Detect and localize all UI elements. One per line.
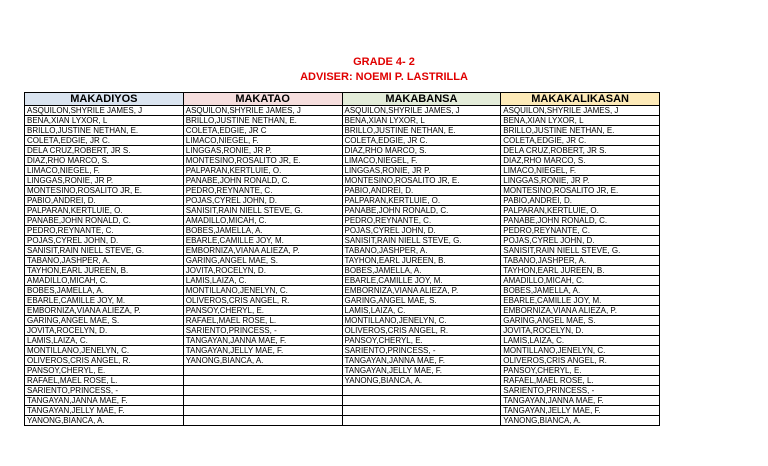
makadiyos-student-cell: TAYHON,EARL JUREEN, B. — [25, 266, 184, 276]
makadiyos-student-cell: SANISIT,RAIN NIELL STEVE, G. — [25, 246, 184, 256]
makakalikasan-student-cell: LINGGAS,RONIE, JR P. — [501, 176, 660, 186]
makakalikasan-student-cell: BOBES,JAMELLA, A. — [501, 286, 660, 296]
table-row — [25, 346, 660, 356]
makakalikasan-student-cell: TABANO,JASHPER, A. — [501, 256, 660, 266]
makatao-student-cell: RAFAEL,MAEL ROSE, L. — [183, 316, 342, 326]
makatao-student-cell: OLIVEROS,CRIS ANGEL, R. — [183, 296, 342, 306]
makadiyos-student-cell: AMADILLO,MICAH, C. — [25, 276, 184, 286]
makadiyos-student-cell: PEDRO,REYNANTE, C. — [25, 226, 184, 236]
makakalikasan-student-cell: LIMACO,NIEGEL, F. — [501, 166, 660, 176]
table-row — [25, 126, 660, 136]
makakalikasan-student-cell: LAMIS,LAIZA, C. — [501, 336, 660, 346]
table-row — [25, 266, 660, 276]
makabansa-student-cell: POJAS,CYREL JOHN, D. — [342, 226, 501, 236]
grade-title: GRADE 4- 2 — [353, 56, 415, 68]
table-row — [25, 276, 660, 286]
table-row — [25, 156, 660, 166]
makabansa-student-cell — [342, 386, 501, 396]
column-header-makabansa: MAKABANSA — [342, 93, 501, 106]
makadiyos-student-cell: ASQUILON,SHYRILE JAMES, J — [25, 106, 184, 116]
makatao-student-cell — [183, 416, 342, 426]
table-row — [25, 206, 660, 216]
makabansa-student-cell: EMBORNIZA,VIANA ALIEZA, P. — [342, 286, 501, 296]
makadiyos-student-cell: PANSOY,CHERYL, E. — [25, 366, 184, 376]
roster-body — [25, 106, 660, 426]
makabansa-student-cell: TANGAYAN,JELLY MAE, F. — [342, 366, 501, 376]
makabansa-student-cell: MONTESINO,ROSALITO JR, E. — [342, 176, 501, 186]
makakalikasan-student-cell: EMBORNIZA,VIANA ALIEZA, P. — [501, 306, 660, 316]
makakalikasan-student-cell: SANISIT,RAIN NIELL STEVE, G. — [501, 246, 660, 256]
makadiyos-student-cell: SARIENTO,PRINCESS, - — [25, 386, 184, 396]
table-row — [25, 366, 660, 376]
makadiyos-student-cell: POJAS,CYREL JOHN, D. — [25, 236, 184, 246]
makatao-student-cell: BOBES,JAMELLA, A. — [183, 226, 342, 236]
makakalikasan-student-cell: EBARLE,CAMILLE JOY, M. — [501, 296, 660, 306]
makabansa-student-cell: LIMACO,NIEGEL, F. — [342, 156, 501, 166]
makakalikasan-student-cell: OLIVEROS,CRIS ANGEL, R. — [501, 356, 660, 366]
table-row — [25, 396, 660, 406]
makakalikasan-student-cell: MONTILLANO,JENELYN, C. — [501, 346, 660, 356]
makatao-student-cell: EBARLE,CAMILLE JOY, M. — [183, 236, 342, 246]
makadiyos-student-cell: LINGGAS,RONIE, JR P. — [25, 176, 184, 186]
table-row — [25, 106, 660, 116]
makatao-student-cell: TANGAYAN,JANNA MAE, F. — [183, 336, 342, 346]
makadiyos-student-cell: YANONG,BIANCA, A. — [25, 416, 184, 426]
makakalikasan-student-cell: RAFAEL,MAEL ROSE, L. — [501, 376, 660, 386]
makatao-student-cell: SARIENTO,PRINCESS, - — [183, 326, 342, 336]
makakalikasan-student-cell: JOVITA,ROCELYN, D. — [501, 326, 660, 336]
makatao-student-cell: BRILLO,JUSTINE NETHAN, E. — [183, 116, 342, 126]
makatao-student-cell: COLETA,EDGIE, JR C — [183, 126, 342, 136]
makadiyos-student-cell: JOVITA,ROCELYN, D. — [25, 326, 184, 336]
makakalikasan-student-cell: BRILLO,JUSTINE NETHAN, E. — [501, 126, 660, 136]
makabansa-student-cell: LAMIS,LAIZA, C. — [342, 306, 501, 316]
makakalikasan-student-cell: PANABE,JOHN RONALD, C. — [501, 216, 660, 226]
table-row — [25, 286, 660, 296]
makakalikasan-student-cell: AMADILLO,MICAH, C. — [501, 276, 660, 286]
makadiyos-student-cell: PALPARAN,KERTLUIE, O. — [25, 206, 184, 216]
makabansa-student-cell: TANGAYAN,JANNA MAE, F. — [342, 356, 501, 366]
makabansa-student-cell: COLETA,EDGIE, JR C. — [342, 136, 501, 146]
table-row — [25, 246, 660, 256]
makakalikasan-student-cell: COLETA,EDGIE, JR C. — [501, 136, 660, 146]
makadiyos-student-cell: LIMACO,NIEGEL, F. — [25, 166, 184, 176]
makabansa-student-cell: PANSOY,CHERYL, E. — [342, 336, 501, 346]
makakalikasan-student-cell: PALPARAN,KERTLUIE, O. — [501, 206, 660, 216]
makabansa-student-cell: LINGGAS,RONIE, JR P. — [342, 166, 501, 176]
makatao-student-cell — [183, 396, 342, 406]
makabansa-student-cell: MONTILLANO,JENELYN, C. — [342, 316, 501, 326]
makatao-student-cell: PANABE,JOHN RONALD, C. — [183, 176, 342, 186]
makadiyos-student-cell: COLETA,EDGIE, JR C. — [25, 136, 184, 146]
table-row — [25, 116, 660, 126]
makadiyos-student-cell: MONTILLANO,JENELYN, C. — [25, 346, 184, 356]
makabansa-student-cell: DIAZ,RHO MARCO, S. — [342, 146, 501, 156]
makabansa-student-cell: EBARLE,CAMILLE JOY, M. — [342, 276, 501, 286]
table-row — [25, 406, 660, 416]
table-row — [25, 336, 660, 346]
table-row — [25, 416, 660, 426]
makatao-student-cell — [183, 386, 342, 396]
makatao-student-cell — [183, 366, 342, 376]
table-row — [25, 196, 660, 206]
makatao-student-cell — [183, 406, 342, 416]
makakalikasan-student-cell: PABIO,ANDREI, D. — [501, 196, 660, 206]
makatao-student-cell: PEDRO,REYNANTE, C. — [183, 186, 342, 196]
makabansa-student-cell — [342, 416, 501, 426]
makakalikasan-student-cell: ASQUILON,SHYRILE JAMES, J — [501, 106, 660, 116]
makatao-student-cell: PALPARAN,KERTLUIE, O. — [183, 166, 342, 176]
table-row — [25, 226, 660, 236]
makabansa-student-cell — [342, 406, 501, 416]
makadiyos-student-cell: PABIO,ANDREI, D. — [25, 196, 184, 206]
table-row — [25, 326, 660, 336]
makabansa-student-cell — [342, 396, 501, 406]
makakalikasan-student-cell: DELA CRUZ,ROBERT, JR S. — [501, 146, 660, 156]
makatao-student-cell: ASQUILON,SHYRILE JAMES, J — [183, 106, 342, 116]
makadiyos-student-cell: DELA CRUZ,ROBERT, JR S. — [25, 146, 184, 156]
makadiyos-student-cell: EMBORNIZA,VIANA ALIEZA, P. — [25, 306, 184, 316]
makabansa-student-cell: OLIVEROS,CRIS ANGEL, R. — [342, 326, 501, 336]
makabansa-student-cell: PEDRO,REYNANTE, C. — [342, 216, 501, 226]
makadiyos-student-cell: BRILLO,JUSTINE NETHAN, E. — [25, 126, 184, 136]
makabansa-student-cell: SANISIT,RAIN NIELL STEVE, G. — [342, 236, 501, 246]
makabansa-student-cell: ASQUILON,SHYRILE JAMES, J — [342, 106, 501, 116]
column-header-makatao: MAKATAO — [183, 93, 342, 106]
makabansa-student-cell: BRILLO,JUSTINE NETHAN, E. — [342, 126, 501, 136]
makatao-student-cell: EMBORNIZA,VIANA ALIEZA, P. — [183, 246, 342, 256]
makatao-student-cell — [183, 376, 342, 386]
makabansa-student-cell: PABIO,ANDREI, D. — [342, 186, 501, 196]
column-header-makadiyos: MAKADIYOS — [25, 93, 184, 106]
makatao-student-cell: SANISIT,RAIN NIELL STEVE, G. — [183, 206, 342, 216]
makatao-student-cell: LIMACO,NIEGEL, F. — [183, 136, 342, 146]
table-row — [25, 136, 660, 146]
table-row — [25, 386, 660, 396]
table-row — [25, 176, 660, 186]
makatao-student-cell: YANONG,BIANCA, A. — [183, 356, 342, 366]
table-row — [25, 186, 660, 196]
makadiyos-student-cell: TABANO,JASHPER, A. — [25, 256, 184, 266]
makadiyos-student-cell: BOBES,JAMELLA, A. — [25, 286, 184, 296]
makadiyos-student-cell: DIAZ,RHO MARCO, S. — [25, 156, 184, 166]
roster-table — [24, 92, 660, 426]
adviser-title: ADVISER: NOEMI P. LASTRILLA — [300, 71, 468, 83]
makatao-student-cell: PANSOY,CHERYL, E. — [183, 306, 342, 316]
makakalikasan-student-cell: DIAZ,RHO MARCO, S. — [501, 156, 660, 166]
table-row — [25, 166, 660, 176]
table-row — [25, 216, 660, 226]
table-row — [25, 146, 660, 156]
makadiyos-student-cell: MONTESINO,ROSALITO JR, E. — [25, 186, 184, 196]
makatao-student-cell: JOVITA,ROCELYN, D. — [183, 266, 342, 276]
makabansa-student-cell: YANONG,BIANCA, A. — [342, 376, 501, 386]
makatao-student-cell: MONTILLANO,JENELYN, C. — [183, 286, 342, 296]
makabansa-student-cell: SARIENTO,PRINCESS, - — [342, 346, 501, 356]
makabansa-student-cell: BENA,XIAN LYXOR, L — [342, 116, 501, 126]
makakalikasan-student-cell: POJAS,CYREL JOHN, D. — [501, 236, 660, 246]
makakalikasan-student-cell: YANONG,BIANCA, A. — [501, 416, 660, 426]
table-row — [25, 376, 660, 386]
makakalikasan-student-cell: PEDRO,REYNANTE, C. — [501, 226, 660, 236]
makabansa-student-cell: TABANO,JASHPER, A. — [342, 246, 501, 256]
makabansa-student-cell: PANABE,JOHN RONALD, C. — [342, 206, 501, 216]
makadiyos-student-cell: TANGAYAN,JANNA MAE, F. — [25, 396, 184, 406]
makabansa-student-cell: GARING,ANGEL MAE, S. — [342, 296, 501, 306]
makabansa-student-cell: PALPARAN,KERTLUIE, O. — [342, 196, 501, 206]
makadiyos-student-cell: LAMIS,LAIZA, C. — [25, 336, 184, 346]
makatao-student-cell: AMADILLO,MICAH, C. — [183, 216, 342, 226]
column-header-makakalikasan: MAKAKALIKASAN — [501, 93, 660, 106]
table-row — [25, 306, 660, 316]
makatao-student-cell: MONTESINO,ROSALITO JR, E. — [183, 156, 342, 166]
makakalikasan-student-cell: TANGAYAN,JANNA MAE, F. — [501, 396, 660, 406]
header-row — [25, 93, 660, 106]
makakalikasan-student-cell: MONTESINO,ROSALITO JR, E. — [501, 186, 660, 196]
makatao-student-cell: LINGGAS,RONIE, JR P. — [183, 146, 342, 156]
makadiyos-student-cell: BENA,XIAN LYXOR, L — [25, 116, 184, 126]
makakalikasan-student-cell: SARIENTO,PRINCESS, - — [501, 386, 660, 396]
makabansa-student-cell: BOBES,JAMELLA, A. — [342, 266, 501, 276]
table-row — [25, 256, 660, 266]
makakalikasan-student-cell: TANGAYAN,JELLY MAE, F. — [501, 406, 660, 416]
makakalikasan-student-cell: GARING,ANGEL MAE, S. — [501, 316, 660, 326]
table-row — [25, 296, 660, 306]
makatao-student-cell: TANGAYAN,JELLY MAE, F. — [183, 346, 342, 356]
makadiyos-student-cell: OLIVEROS,CRIS ANGEL, R. — [25, 356, 184, 366]
makadiyos-student-cell: EBARLE,CAMILLE JOY, M. — [25, 296, 184, 306]
makadiyos-student-cell: PANABE,JOHN RONALD, C. — [25, 216, 184, 226]
table-row — [25, 236, 660, 246]
makadiyos-student-cell: GARING,ANGEL MAE, S. — [25, 316, 184, 326]
table-row — [25, 356, 660, 366]
makabansa-student-cell: TAYHON,EARL JUREEN, B. — [342, 256, 501, 266]
makakalikasan-student-cell: BENA,XIAN LYXOR, L — [501, 116, 660, 126]
makadiyos-student-cell: RAFAEL,MAEL ROSE, L. — [25, 376, 184, 386]
table-row — [25, 316, 660, 326]
makakalikasan-student-cell: TAYHON,EARL JUREEN, B. — [501, 266, 660, 276]
makatao-student-cell: GARING,ANGEL MAE, S. — [183, 256, 342, 266]
makakalikasan-student-cell: PANSOY,CHERYL, E. — [501, 366, 660, 376]
makatao-student-cell: LAMIS,LAIZA, C. — [183, 276, 342, 286]
makatao-student-cell: POJAS,CYREL JOHN, D. — [183, 196, 342, 206]
makadiyos-student-cell: TANGAYAN,JELLY MAE, F. — [25, 406, 184, 416]
